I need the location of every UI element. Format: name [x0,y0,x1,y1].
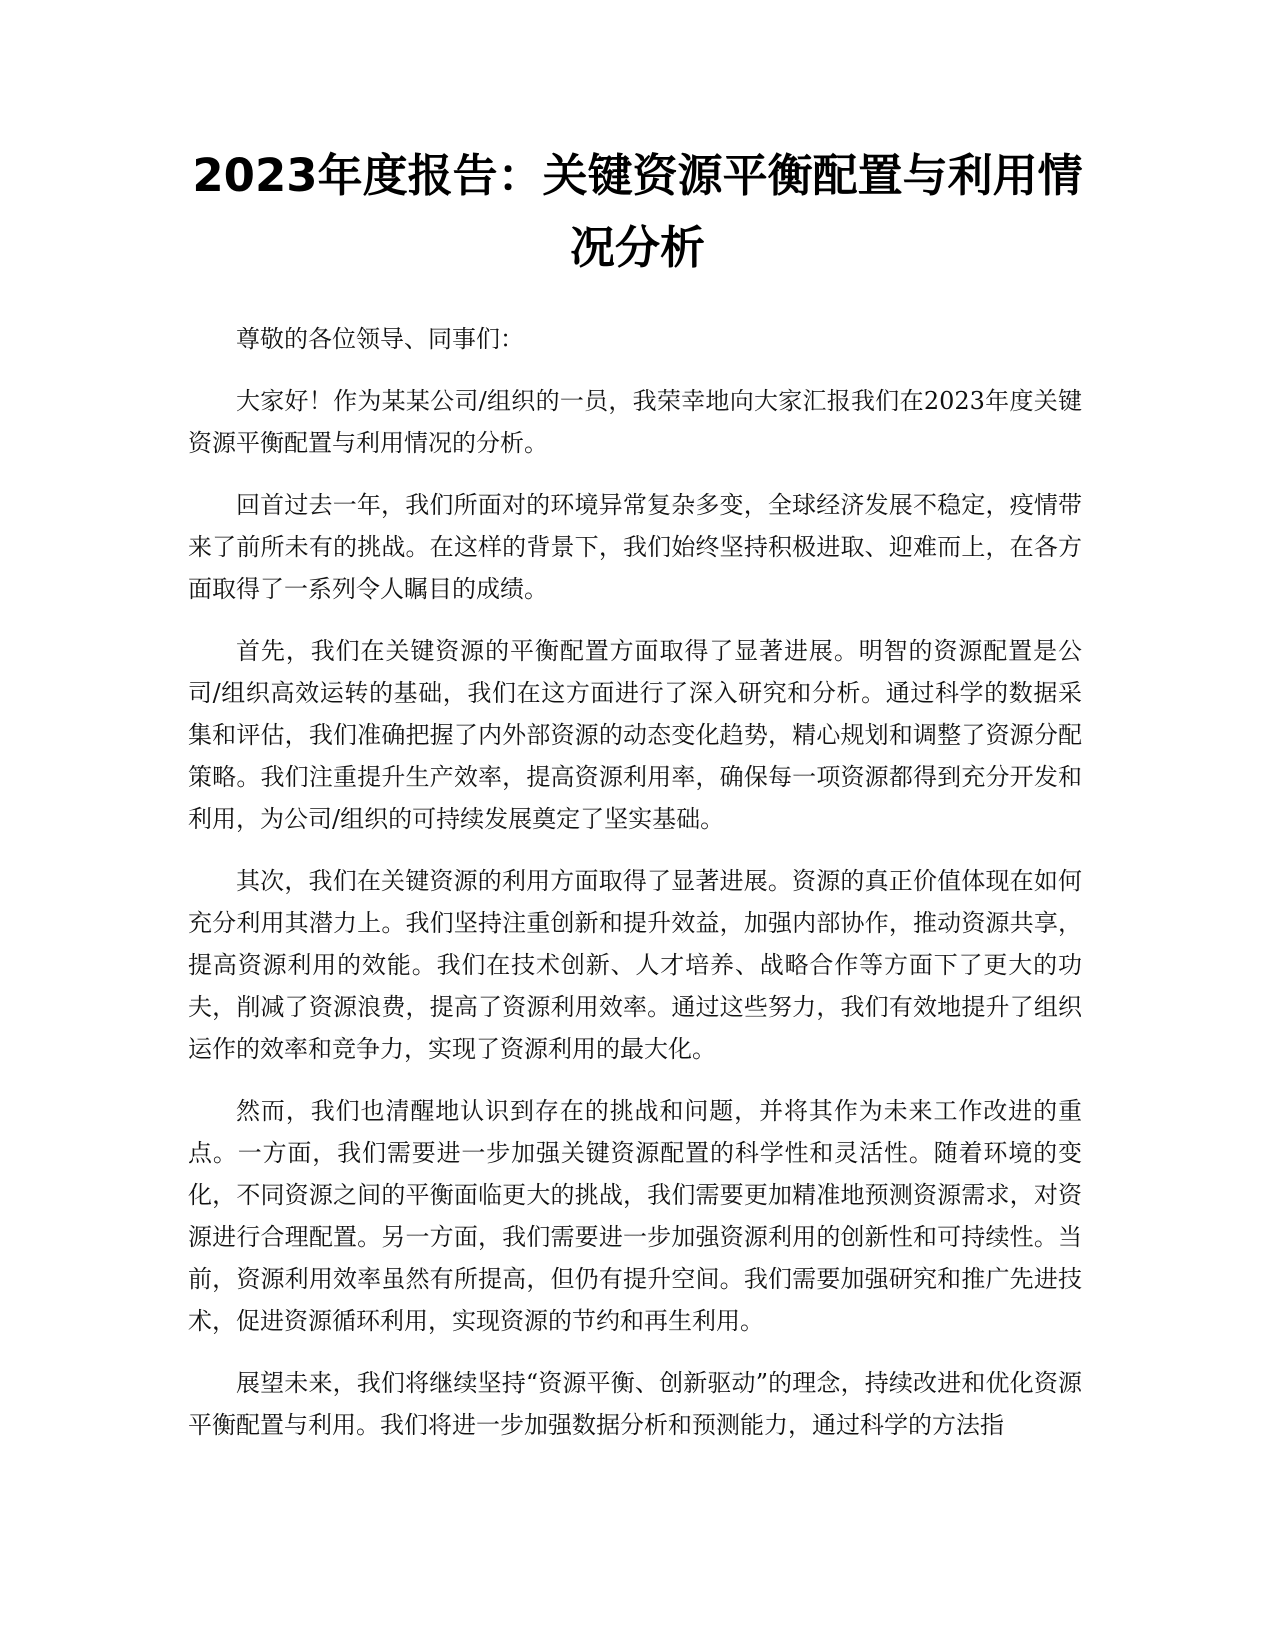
paragraph-utilization: 其次，我们在关键资源的利用方面取得了显著进展。资源的真正价值体现在如何充分利用其潜力上。我们坚持注重创新和提升效益，加强内部协作，推动资源共享，提高资源利用的效能。我们在技术创新、人才培养、战略合作等方面下了更大的功夫，削减了资源浪费，提高了资源利用效率。通过这些努力，我们有效地提升了组织运作的效率和竞争力，实现了资源利用的最大化。 [188,867,1082,1063]
document-title: 2023年度报告：关键资源平衡配置与利用情况分析 [192,149,1083,274]
paragraph-allocation: 首先，我们在关键资源的平衡配置方面取得了显著进展。明智的资源配置是公司/组织高效运转的基础，我们在这方面进行了深入研究和分析。通过科学的数据采集和评估，我们准确把握了内外部资源的动态变化趋势，精心规划和调整了资源分配策略。我们注重提升生产效率，提高资源利用率，确保每一项资源都得到充分开发和利用，为公司/组织的可持续发展奠定了坚实基础。 [188,637,1082,833]
paragraph-greeting: 尊敬的各位领导、同事们： [236,325,524,353]
paragraph-intro: 大家好！作为某某公司/组织的一员，我荣幸地向大家汇报我们在2023年度关键资源平衡配置与利用情况的分析。 [188,387,1082,457]
paragraph-outlook: 展望未来，我们将继续坚持“资源平衡、创新驱动”的理念，持续改进和优化资源平衡配置与利用。我们将进一步加强数据分析和预测能力，通过科学的方法指 [188,1369,1082,1439]
paragraph-challenges: 然而，我们也清醒地认识到存在的挑战和问题，并将其作为未来工作改进的重点。一方面，我们需要进一步加强关键资源配置的科学性和灵活性。随着环境的变化，不同资源之间的平衡面临更大的挑战，我们需要更加精准地预测资源需求，对资源进行合理配置。另一方面，我们需要进一步加强资源利用的创新性和可持续性。当前，资源利用效率虽然有所提高，但仍有提升空间。我们需要加强研究和推广先进技术，促进资源循环利用，实现资源的节约和再生利用。 [188,1097,1082,1335]
paragraph-review: 回首过去一年，我们所面对的环境异常复杂多变，全球经济发展不稳定，疫情带来了前所未有的挑战。在这样的背景下，我们始终坚持积极进取、迎难而上，在各方面取得了一系列令人瞩目的成绩。 [188,491,1082,603]
document-body [188,318,1082,1466]
